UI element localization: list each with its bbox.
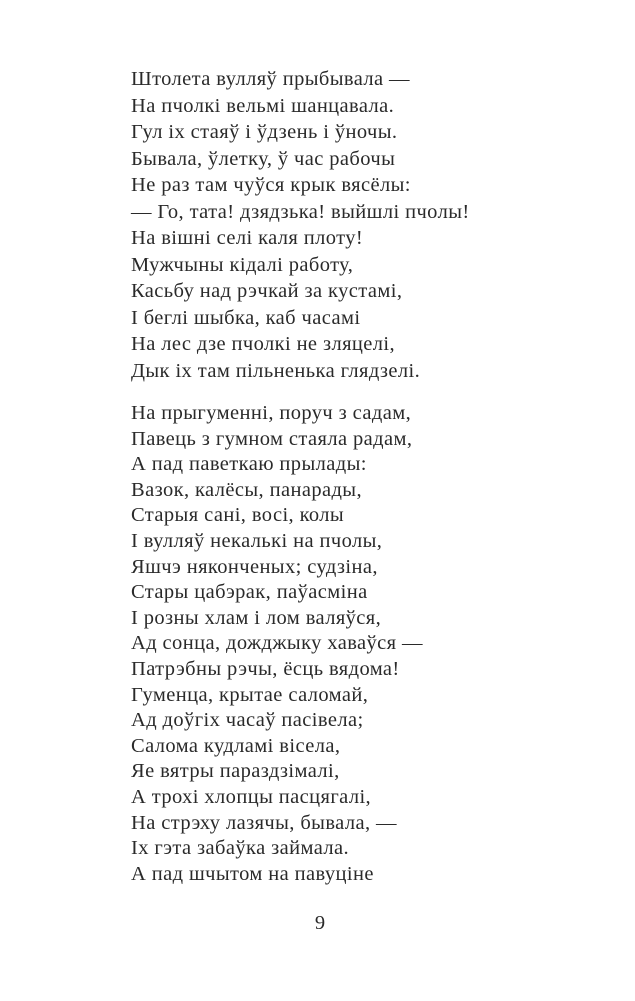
verse-line: І розны хлам і лом валяўся, (131, 606, 382, 629)
verse-line: Мужчыны кідалі работу, (131, 253, 354, 276)
stanza (131, 66, 470, 384)
verse-line: Старыя сані, восі, колы (131, 504, 345, 527)
verse-line: І беглі шыбка, каб часамі (131, 306, 361, 329)
stanza (131, 401, 423, 887)
verse-line: Бывала, ўлетку, ў час рабочы (131, 147, 396, 170)
verse-line: На лес дзе пчолкі не зляцелі, (131, 333, 396, 355)
verse-line: Яшчэ няконченых; судзіна, (131, 555, 378, 578)
verse-line: І вулляў некалькі на пчолы, (131, 529, 383, 552)
verse-line: Ад доўгіх часаў пасівела; (131, 709, 364, 732)
verse-line: Павець з гумном стаяла радам, (131, 427, 413, 450)
verse-line: Не раз там чуўся крык вясёлы: (131, 174, 411, 196)
verse-line: А трохі хлопцы пасцягалі, (131, 785, 372, 808)
verse-line: Яе вятры параздзімалі, (131, 760, 340, 783)
verse-line: Іх гэта забаўка займала. (131, 837, 350, 860)
page-number: 9 (314, 912, 326, 934)
verse-line: Штолета вулляў прыбывала — (131, 68, 410, 90)
verse-line: Стары цабэрак, паўасміна (131, 581, 368, 604)
verse-line: — Го, тата! дзядзька! выйшлі пчолы! (131, 200, 470, 223)
verse-line: Салома кудламі вісела, (131, 734, 341, 757)
verse-line: На стрэху лазячы, бывала, — (131, 811, 397, 834)
verse-line: Гул іх стаяў і ўдзень і ўночы. (131, 121, 398, 143)
verse-line: Гуменца, крытае саломай, (131, 683, 369, 706)
verse-line: На пчолкі вельмі шанцавала. (131, 94, 395, 117)
verse-line: Ад сонца, дожджыку хаваўся — (131, 632, 423, 655)
verse-line: А пад паветкаю прылады: (131, 453, 367, 476)
verse-line: Патрэбны рэчы, ёсць вядома! (131, 657, 400, 680)
verse-line: Вазок, калёсы, панарады, (131, 478, 363, 501)
verse-line: На прыгуменні, поруч з садам, (131, 402, 412, 424)
verse-line: На вішні селі каля плоту! (131, 227, 364, 249)
verse-line: Касьбу над рэчкай за кустамі, (131, 280, 403, 302)
verse-line: А пад шчытом на павуціне (131, 862, 374, 885)
verse-line: Дык іх там пільненька глядзелі. (131, 359, 421, 382)
